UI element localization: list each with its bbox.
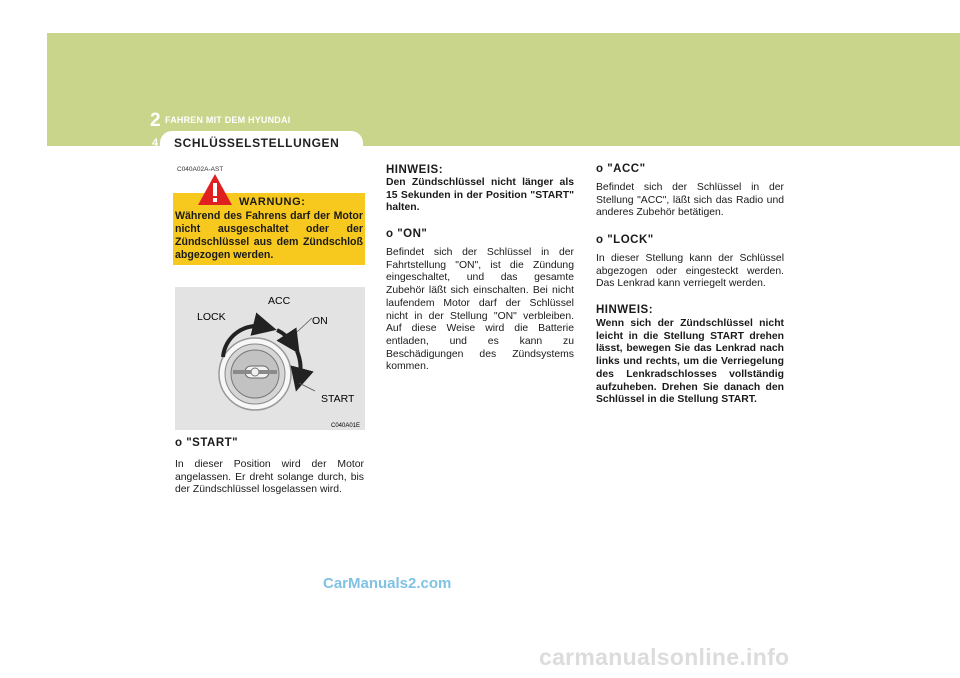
on-text: Befindet sich der Schlüssel in der Fahrtstellung "ON", ist die Zündung eingeschaltet, und das gesamte Zubehör läßt sich einschalten. Bei nicht laufendem Motor darf der Schlüssel nicht in der Stellung "ON" verbleiben. Auf diese Weise wird die Batterie entladen, und es kann zu Beschädigungen des Zündsystems kommen. — [386, 247, 574, 373]
hinweis-heading-1: HINWEIS: — [386, 164, 444, 176]
start-text: In dieser Position wird der Motor angelassen. Er dreht solange durch, bis der Zündschlüssel losgelassen wird. — [175, 459, 364, 496]
watermark-carmanualsonline: carmanualsonline.info — [539, 644, 790, 670]
on-label: ON — [312, 315, 328, 327]
chapter-number: 2 — [150, 110, 161, 131]
lock-heading: o "LOCK" — [596, 234, 654, 246]
warning-code: C040A02A-AST — [177, 166, 224, 173]
warning-text: Während des Fahrens darf der Motor nicht ausgeschaltet oder der Zündschlüssel aus dem Zündschloß abgezogen werden. — [175, 210, 363, 261]
acc-label: ACC — [268, 295, 291, 307]
chapter-title: FAHREN MIT DEM HYUNDAI — [165, 115, 291, 125]
watermark-carmanuals2[interactable]: CarManuals2.com — [323, 575, 452, 592]
lock-text: In dieser Stellung kann der Schlüssel abgezogen oder eingesteckt werden. Das Lenkrad kann verriegelt werden. — [596, 253, 784, 290]
section-title: SCHLÜSSELSTELLUNGEN — [174, 136, 340, 150]
ignition-switch-illustration — [175, 287, 365, 430]
figure-code: C040A01E — [331, 423, 361, 429]
lock-label: LOCK — [197, 311, 226, 323]
hinweis-text-2: Wenn sich der Zündschlüssel nicht leicht in die Stellung START drehen lässt, bewegen Sie das Lenkrad nach links und rechts, um die Verriegelung des Lenkradschlosses vollständig aufzuheben. Drehen Sie danach den Schlüssel in die Stellung START. — [596, 318, 784, 406]
warning-triangle-icon — [197, 173, 233, 206]
hinweis-text-1: Den Zündschlüssel nicht länger als 15 Sekunden in der Position "START" halten. — [386, 177, 574, 214]
on-heading: o "ON" — [386, 228, 428, 240]
ignition-figure — [175, 287, 365, 430]
header-band — [47, 33, 960, 146]
start-heading: o "START" — [175, 437, 239, 449]
acc-text: Befindet sich der Schlüssel in der Stellung "ACC", läßt sich das Radio und anderes Zubehör betätigen. — [596, 182, 784, 219]
page-number: 4 — [152, 137, 159, 149]
start-label: START — [321, 393, 355, 405]
acc-heading: o "ACC" — [596, 163, 646, 175]
hinweis-heading-2: HINWEIS: — [596, 304, 654, 316]
warning-heading: WARNUNG: — [239, 196, 306, 208]
